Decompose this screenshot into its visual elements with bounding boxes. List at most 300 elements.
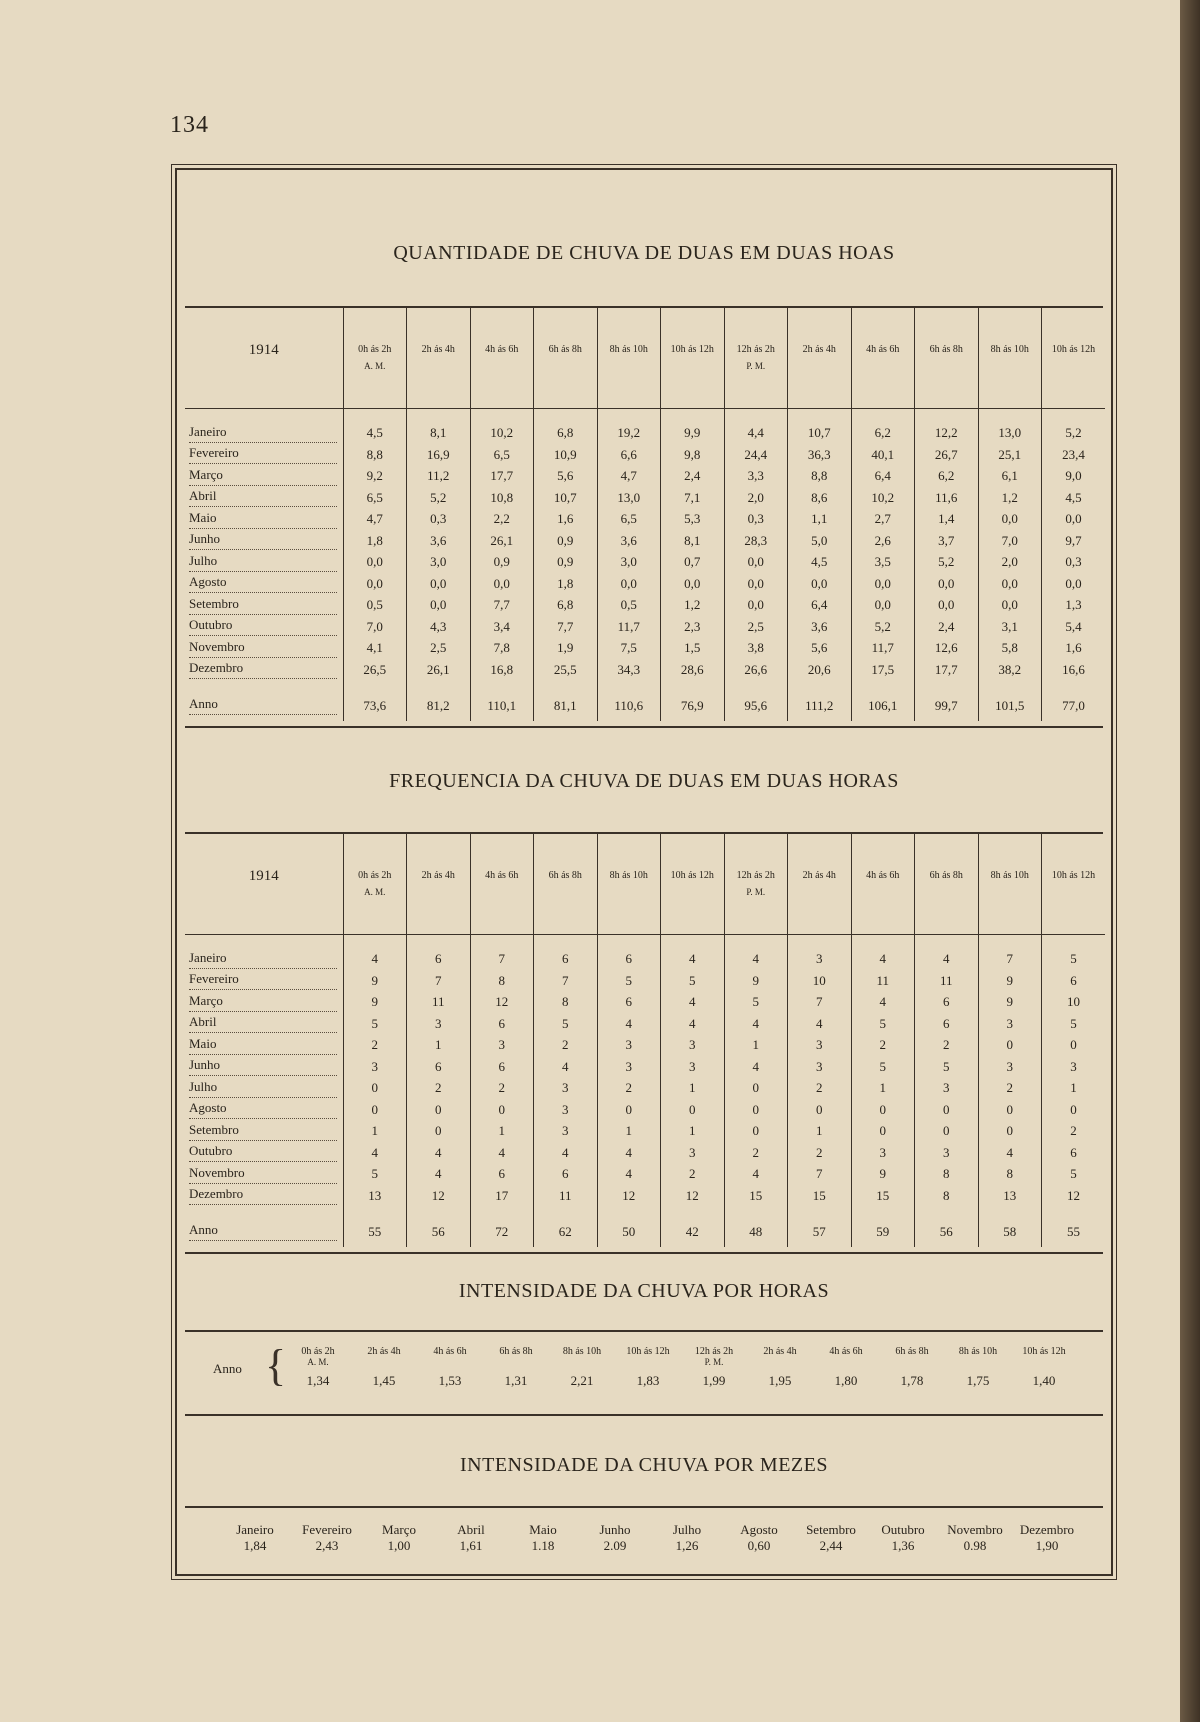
value-cell: 0,0 (978, 573, 1042, 595)
value-cell: 2,6 (851, 530, 915, 552)
value-cell: 7 (534, 970, 598, 992)
month-row (185, 595, 1105, 617)
value-cell: 73,6 (343, 681, 407, 721)
value-cell: 2 (978, 1078, 1042, 1100)
value-cell: 38,2 (978, 659, 1042, 681)
value-cell: 13,0 (597, 487, 661, 509)
month-row (185, 408, 1105, 444)
intensity-hour-column (351, 1346, 417, 1389)
value-cell: 4 (470, 1142, 534, 1164)
month-value: 1,26 (675, 1538, 699, 1553)
value-cell: 0,3 (1042, 552, 1106, 574)
value-cell: 0,0 (851, 573, 915, 595)
month-value: 1,90 (1035, 1538, 1059, 1553)
time-range-label: 4h ás 6h (866, 344, 900, 355)
month-label: Julho (189, 552, 218, 568)
year-header: 1914 (185, 834, 343, 934)
value-cell: 95,6 (724, 681, 788, 721)
pm-label: P. M. (746, 887, 766, 897)
value-cell: 50 (597, 1207, 661, 1247)
value-cell: 9,9 (661, 408, 725, 444)
value-cell: 1,1 (788, 509, 852, 531)
value-cell: 11 (534, 1185, 598, 1207)
year-total-row (185, 681, 1105, 721)
value-cell: 28,6 (661, 659, 725, 681)
value-cell: 106,1 (851, 681, 915, 721)
value-cell: 4 (978, 1142, 1042, 1164)
value-cell: 10 (1042, 992, 1106, 1014)
value-cell: 2,5 (407, 638, 471, 660)
value-cell: 2 (597, 1078, 661, 1100)
value-cell: 3 (978, 1013, 1042, 1035)
value-cell: 11,7 (597, 616, 661, 638)
time-range-label: 6h ás 8h (895, 1346, 929, 1357)
month-name: Novembro (947, 1522, 1003, 1537)
month-label: Junho (189, 1057, 221, 1073)
value-cell: 6 (407, 1056, 471, 1078)
time-range-header (343, 308, 407, 408)
month-value: 1,00 (387, 1538, 411, 1553)
month-value: 2.09 (603, 1538, 627, 1553)
value-cell: 3 (534, 1078, 598, 1100)
value-cell: 5,2 (1042, 408, 1106, 444)
value-cell: 81,1 (534, 681, 598, 721)
value-cell: 11 (407, 992, 471, 1014)
month-name: Abril (457, 1522, 485, 1537)
value-cell: 0,3 (407, 509, 471, 531)
value-cell: 6 (597, 934, 661, 970)
month-row (185, 1078, 1105, 1100)
month-intensity (791, 1522, 871, 1554)
month-row (185, 1121, 1105, 1143)
value-cell: 11,7 (851, 638, 915, 660)
value-cell: 3 (915, 1142, 979, 1164)
value-cell: 24,4 (724, 444, 788, 466)
value-cell: 55 (343, 1207, 407, 1247)
value-cell: 17,7 (915, 659, 979, 681)
month-label: Anno (189, 696, 218, 711)
month-cell (185, 509, 343, 531)
value-cell: 4,7 (597, 466, 661, 488)
month-intensity (287, 1522, 367, 1554)
value-cell: 3,8 (724, 638, 788, 660)
am-pm-label: P. M. (704, 1357, 724, 1367)
tables-frame (175, 168, 1113, 1576)
value-cell: 2 (788, 1078, 852, 1100)
month-intensity (575, 1522, 655, 1554)
value-cell: 10,2 (470, 408, 534, 444)
value-cell: 13,0 (978, 408, 1042, 444)
month-intensity (215, 1522, 295, 1554)
time-range-header (597, 308, 661, 408)
value-cell: 26,6 (724, 659, 788, 681)
time-range-label: 10h ás 12h (1022, 1346, 1066, 1357)
value-cell: 19,2 (597, 408, 661, 444)
value-cell: 26,1 (470, 530, 534, 552)
value-cell: 6,4 (851, 466, 915, 488)
value-cell: 1 (597, 1121, 661, 1143)
month-cell (185, 659, 343, 681)
section-title-intensity-hours: INTENSIDADE DA CHUVA POR HORAS (458, 1280, 830, 1302)
time-range-label: 8h ás 10h (990, 344, 1029, 355)
month-row (185, 573, 1105, 595)
value-cell: 3 (851, 1142, 915, 1164)
value-cell: 7,7 (470, 595, 534, 617)
value-cell: 4,4 (724, 408, 788, 444)
value-cell: 0,0 (1042, 573, 1106, 595)
value-cell: 3,6 (407, 530, 471, 552)
month-intensity (719, 1522, 799, 1554)
value-cell: 6 (407, 934, 471, 970)
am-label: A. M. (364, 887, 386, 897)
month-name: Junho (599, 1522, 631, 1537)
book-spine-edge (1180, 0, 1200, 1722)
value-cell: 12 (407, 1185, 471, 1207)
value-cell: 9,0 (1042, 466, 1106, 488)
intensity-value: 1,75 (966, 1373, 990, 1388)
month-intensity (503, 1522, 583, 1554)
value-cell: 2 (915, 1035, 979, 1057)
month-cell (185, 487, 343, 509)
value-cell: 2 (470, 1078, 534, 1100)
month-label: Fevereiro (189, 445, 239, 461)
month-cell (185, 1207, 343, 1247)
value-cell: 34,3 (597, 659, 661, 681)
value-cell: 0,0 (407, 595, 471, 617)
value-cell: 0,0 (978, 509, 1042, 531)
value-cell: 6 (915, 1013, 979, 1035)
time-range-header (597, 834, 661, 934)
month-intensity (647, 1522, 727, 1554)
value-cell: 8 (534, 992, 598, 1014)
value-cell: 4 (724, 1056, 788, 1078)
value-cell: 10,7 (788, 408, 852, 444)
month-label: Anno (189, 1222, 218, 1237)
month-row (185, 992, 1105, 1014)
value-cell: 9 (978, 992, 1042, 1014)
value-cell: 0 (978, 1035, 1042, 1057)
month-row (185, 1185, 1105, 1207)
pm-label: P. M. (746, 361, 766, 371)
month-row (185, 659, 1105, 681)
month-row (185, 616, 1105, 638)
am-pm-label (945, 1357, 1011, 1367)
value-cell: 6,2 (851, 408, 915, 444)
value-cell: 8 (470, 970, 534, 992)
rule (185, 1414, 1103, 1416)
month-row (185, 444, 1105, 466)
time-range-label: 2h ás 4h (802, 870, 836, 881)
value-cell: 56 (915, 1207, 979, 1247)
time-range-label: 4h ás 6h (485, 344, 519, 355)
time-range-label: 6h ás 8h (548, 344, 582, 355)
value-cell: 4 (915, 934, 979, 970)
value-cell: 6 (597, 992, 661, 1014)
time-range-header (915, 308, 979, 408)
time-range-label: 0h ás 2h (301, 1346, 335, 1357)
value-cell: 9,7 (1042, 530, 1106, 552)
value-cell: 3 (788, 1035, 852, 1057)
value-cell: 2 (407, 1078, 471, 1100)
time-range-label: 10h ás 12h (670, 870, 714, 881)
month-cell (185, 1121, 343, 1143)
value-cell: 2 (724, 1142, 788, 1164)
value-cell: 40,1 (851, 444, 915, 466)
time-range-label: 2h ás 4h (367, 1346, 401, 1357)
month-cell (185, 1164, 343, 1186)
year-header: 1914 (185, 308, 343, 408)
value-cell: 0 (407, 1121, 471, 1143)
value-cell: 8 (915, 1185, 979, 1207)
value-cell: 4,7 (343, 509, 407, 531)
month-label: Agosto (189, 1100, 227, 1116)
value-cell: 0 (1042, 1035, 1106, 1057)
value-cell: 1,5 (661, 638, 725, 660)
value-cell: 23,4 (1042, 444, 1106, 466)
value-cell: 5 (343, 1013, 407, 1035)
time-range-header (470, 834, 534, 934)
value-cell: 5 (1042, 1013, 1106, 1035)
value-cell: 0,0 (978, 595, 1042, 617)
value-cell: 4 (343, 1142, 407, 1164)
value-cell: 1,6 (534, 509, 598, 531)
month-label: Setembro (189, 595, 239, 611)
page-number: 134 (170, 112, 209, 138)
intensity-value: 1,83 (636, 1373, 660, 1388)
intensity-value: 1,80 (834, 1373, 858, 1388)
month-row (185, 1142, 1105, 1164)
month-intensity (863, 1522, 943, 1554)
time-range-label: 8h ás 10h (609, 344, 648, 355)
value-cell: 2,5 (724, 616, 788, 638)
value-cell: 55 (1042, 1207, 1106, 1247)
value-cell: 6,5 (597, 509, 661, 531)
time-range-header (407, 308, 471, 408)
am-pm-label (615, 1357, 681, 1367)
value-cell: 3,0 (407, 552, 471, 574)
value-cell: 10,7 (534, 487, 598, 509)
time-range-header (978, 834, 1042, 934)
month-row (185, 552, 1105, 574)
value-cell: 3 (470, 1035, 534, 1057)
value-cell: 2,4 (661, 466, 725, 488)
value-cell: 26,1 (407, 659, 471, 681)
value-cell: 1,8 (534, 573, 598, 595)
value-cell: 0,0 (724, 552, 788, 574)
rule (185, 1252, 1103, 1254)
value-cell: 7 (470, 934, 534, 970)
value-cell: 1 (407, 1035, 471, 1057)
month-cell (185, 992, 343, 1014)
time-range-label: 4h ás 6h (866, 870, 900, 881)
value-cell: 1,2 (978, 487, 1042, 509)
month-row (185, 638, 1105, 660)
value-cell: 1 (1042, 1078, 1106, 1100)
value-cell: 0,0 (470, 573, 534, 595)
month-cell (185, 408, 343, 444)
time-range-label: 2h ás 4h (763, 1346, 797, 1357)
value-cell: 4 (724, 934, 788, 970)
am-pm-label (747, 1357, 813, 1367)
value-cell: 4 (597, 1164, 661, 1186)
am-pm-label (1011, 1357, 1077, 1367)
value-cell: 4 (724, 1013, 788, 1035)
rain-quantity-table (185, 308, 1105, 721)
time-range-header (470, 308, 534, 408)
value-cell: 5 (534, 1013, 598, 1035)
month-label: Maio (189, 1035, 217, 1051)
value-cell: 2,0 (978, 552, 1042, 574)
value-cell: 12 (1042, 1185, 1106, 1207)
month-row (185, 466, 1105, 488)
month-intensity (359, 1522, 439, 1554)
month-row (185, 1164, 1105, 1186)
value-cell: 3 (407, 1013, 471, 1035)
month-name: Maio (529, 1522, 557, 1537)
time-range-label: 12h ás 2h (694, 1346, 734, 1357)
value-cell: 5,2 (851, 616, 915, 638)
month-cell (185, 530, 343, 552)
value-cell: 16,8 (470, 659, 534, 681)
month-cell (185, 1099, 343, 1121)
time-range-label: 4h ás 6h (433, 1346, 467, 1357)
value-cell: 5 (597, 970, 661, 992)
value-cell: 7,7 (534, 616, 598, 638)
value-cell: 0,9 (534, 552, 598, 574)
value-cell: 4 (661, 992, 725, 1014)
month-label: Janeiro (189, 423, 227, 439)
value-cell: 6 (534, 934, 598, 970)
value-cell: 2 (851, 1035, 915, 1057)
intensity-hour-column (1011, 1346, 1077, 1389)
month-label: Abril (189, 488, 217, 504)
value-cell: 17 (470, 1185, 534, 1207)
value-cell: 2 (534, 1035, 598, 1057)
intensity-value: 1,31 (504, 1373, 528, 1388)
intensity-hour-column (747, 1346, 813, 1389)
value-cell: 1 (661, 1078, 725, 1100)
value-cell: 59 (851, 1207, 915, 1247)
time-range-header (534, 308, 598, 408)
value-cell: 5,8 (978, 638, 1042, 660)
value-cell: 3 (661, 1035, 725, 1057)
time-range-header (661, 308, 725, 408)
value-cell: 0,0 (1042, 509, 1106, 531)
value-cell: 12 (597, 1185, 661, 1207)
value-cell: 7,1 (661, 487, 725, 509)
am-pm-label (549, 1357, 615, 1367)
value-cell: 5 (724, 992, 788, 1014)
value-cell: 3 (661, 1056, 725, 1078)
value-cell: 5 (851, 1013, 915, 1035)
intensity-hour-column (285, 1346, 351, 1389)
time-range-label: 2h ás 4h (421, 870, 455, 881)
value-cell: 8 (915, 1164, 979, 1186)
value-cell: 5,2 (407, 487, 471, 509)
time-range-label: 12h ás 2h (736, 344, 775, 355)
value-cell: 3 (915, 1078, 979, 1100)
value-cell: 12,6 (915, 638, 979, 660)
value-cell: 7,0 (978, 530, 1042, 552)
value-cell: 2 (661, 1164, 725, 1186)
value-cell: 4,5 (1042, 487, 1106, 509)
am-label: A. M. (364, 361, 386, 371)
value-cell: 3,7 (915, 530, 979, 552)
intensity-hour-column (417, 1346, 483, 1389)
value-cell: 6,4 (788, 595, 852, 617)
value-cell: 2,0 (724, 487, 788, 509)
intensity-value: 2,21 (570, 1373, 594, 1388)
value-cell: 28,3 (724, 530, 788, 552)
value-cell: 6 (470, 1013, 534, 1035)
value-cell: 110,1 (470, 681, 534, 721)
month-value: 1,36 (891, 1538, 915, 1553)
time-range-header (661, 834, 725, 934)
value-cell: 2 (1042, 1121, 1106, 1143)
month-cell (185, 1035, 343, 1057)
intensity-hours-row (185, 1336, 1105, 1406)
intensity-hour-column (681, 1346, 747, 1389)
value-cell: 5 (1042, 1164, 1106, 1186)
value-cell: 0 (470, 1099, 534, 1121)
value-cell: 4 (788, 1013, 852, 1035)
time-range-header (788, 834, 852, 934)
month-row (185, 1035, 1105, 1057)
time-range-header (407, 834, 471, 934)
value-cell: 110,6 (597, 681, 661, 721)
value-cell: 1 (851, 1078, 915, 1100)
value-cell: 0 (978, 1121, 1042, 1143)
value-cell: 15 (851, 1185, 915, 1207)
month-cell (185, 466, 343, 488)
value-cell: 0 (851, 1121, 915, 1143)
intensity-hour-column (615, 1346, 681, 1389)
value-cell: 3 (534, 1121, 598, 1143)
value-cell: 9,8 (661, 444, 725, 466)
value-cell: 0,3 (724, 509, 788, 531)
time-range-label: 6h ás 8h (929, 870, 963, 881)
section-title-intensity-months: INTENSIDADE DA CHUVA POR MEZES (460, 1454, 828, 1476)
value-cell: 9 (724, 970, 788, 992)
value-cell: 0 (661, 1099, 725, 1121)
value-cell: 0 (407, 1099, 471, 1121)
intensity-value: 1,95 (768, 1373, 792, 1388)
value-cell: 5,0 (788, 530, 852, 552)
value-cell: 8,6 (788, 487, 852, 509)
month-label: Outubro (189, 1143, 233, 1159)
time-range-header (978, 308, 1042, 408)
value-cell: 6 (534, 1164, 598, 1186)
month-row (185, 487, 1105, 509)
value-cell: 0,5 (597, 595, 661, 617)
value-cell: 4 (407, 1164, 471, 1186)
value-cell: 5,6 (788, 638, 852, 660)
month-cell (185, 638, 343, 660)
month-cell (185, 1056, 343, 1078)
intensity-hour-column (879, 1346, 945, 1389)
month-name: Outubro (881, 1522, 925, 1537)
value-cell: 2,7 (851, 509, 915, 531)
time-range-header (851, 834, 915, 934)
value-cell: 8,1 (661, 530, 725, 552)
value-cell: 6,8 (534, 595, 598, 617)
value-cell: 1,2 (661, 595, 725, 617)
time-range-header (343, 834, 407, 934)
value-cell: 5 (851, 1056, 915, 1078)
value-cell: 7,0 (343, 616, 407, 638)
value-cell: 10,9 (534, 444, 598, 466)
value-cell: 0,0 (724, 573, 788, 595)
